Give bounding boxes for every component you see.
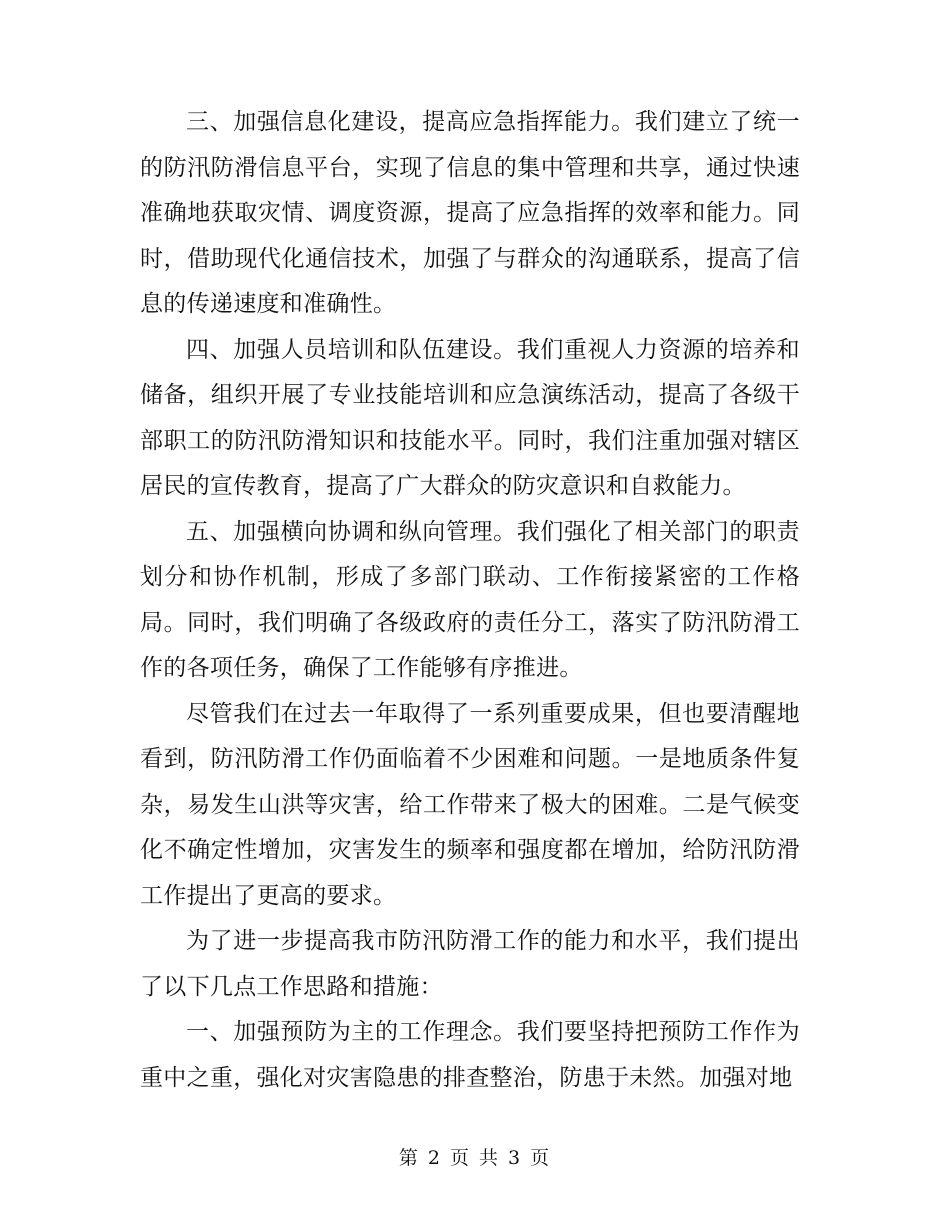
paragraph-measures-intro: 为了进一步提高我市防汛防滑工作的能力和水平，我们提出了以下几点工作思路和措施： [140, 928, 800, 1000]
paragraph-informatization: 三、加强信息化建设，提高应急指挥能力。我们建立了统一的防汛防滑信息平台，实现了信息的集中管理和共享，通过快速准确地获取灾情、调度资源，提高了应急指挥的效率和能力。同时，借助现代化通信技术，加强了与群众的沟通联系，提高了信息的传递速度和准确性。 [140, 109, 800, 317]
page-number-footer: 第 2 页 共 3 页 [398, 1147, 552, 1169]
paragraph-training: 四、加强人员培训和队伍建设。我们重视人力资源的培养和储备，组织开展了专业技能培训和应急演练活动，提高了各级干部职工的防汛防滑知识和技能水平。同时，我们注重加强对辖区居民的宣传教育，提高了广大群众的防灾意识和自救能力。 [140, 336, 800, 499]
paragraph-coordination: 五、加强横向协调和纵向管理。我们强化了相关部门的职责划分和协作机制，形成了多部门联动、工作衔接紧密的工作格局。同时，我们明确了各级政府的责任分工，落实了防汛防滑工作的各项任务，确保了工作能够有序推进。 [140, 518, 800, 681]
paragraph-prevention: 一、加强预防为主的工作理念。我们要坚持把预防工作作为重中之重，强化对灾害隐患的排查整治，防患于未然。加强对地 [140, 1019, 800, 1091]
paragraph-difficulties: 尽管我们在过去一年取得了一系列重要成果，但也要清醒地看到，防汛防滑工作仍面临着不少困难和问题。一是地质条件复杂，易发生山洪等灾害，给工作带来了极大的困难。二是气候变化不确定性增加，灾害发生的频率和强度都在增加，给防汛防滑工作提出了更高的要求。 [140, 700, 800, 909]
body-text [140, 100, 800, 1101]
